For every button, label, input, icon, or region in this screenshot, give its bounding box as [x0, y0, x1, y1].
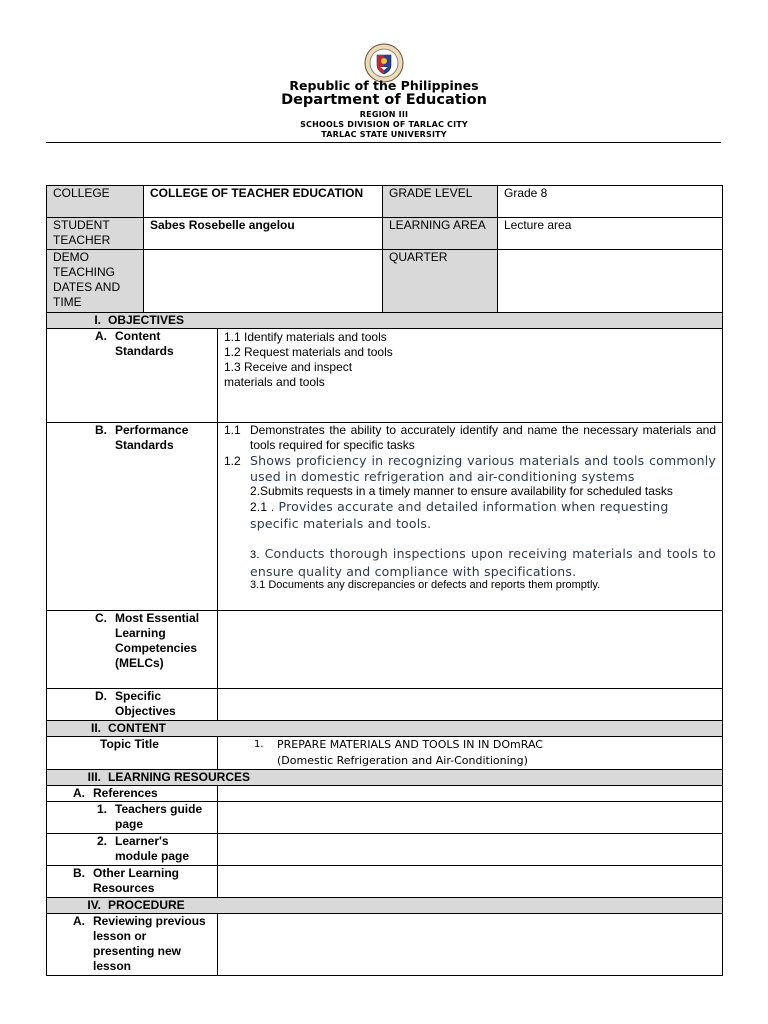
- learning-area-value: Lecture area: [498, 218, 723, 250]
- region-heading: REGION III: [359, 110, 409, 119]
- content-standard-item: 1.1 Identify materials and tools: [224, 330, 387, 344]
- procedure-number: IV.: [87, 898, 101, 912]
- topic-number: 1.: [254, 739, 264, 750]
- student-row: [47, 218, 723, 250]
- learners-module-label: Learner's module page: [115, 834, 190, 863]
- perf-item-text: 3.1 Documents any discrepancies or defects and reports them promptly.: [250, 579, 601, 591]
- other-resources-label: Other Learning Resources: [93, 866, 180, 895]
- performance-standards-label: Performance Standards: [115, 423, 189, 452]
- perf-item-text: Conducts thorough inspections upon receiving materials and tools to ensure quality and compliance with specifications.: [250, 546, 716, 579]
- other-resources-letter: B.: [73, 866, 85, 880]
- melcs-letter: C.: [95, 611, 107, 625]
- learners-module-row: [47, 834, 723, 866]
- topic-title-row: [47, 737, 723, 770]
- college-label: COLLEGE: [47, 186, 144, 218]
- college-row: [47, 186, 723, 218]
- reviewing-lesson-label: Reviewing previous lesson or presenting new lesson: [93, 914, 206, 973]
- university-heading: TARLAC STATE UNIVERSITY: [321, 130, 447, 139]
- republic-heading: Republic of the Philippines: [289, 78, 479, 93]
- procedure-title: PROCEDURE: [108, 898, 185, 912]
- perf-item-text: Provides accurate and detailed information when requesting specific materials and tools.: [250, 499, 669, 531]
- content-standards-label: Content Standards: [115, 329, 174, 358]
- quarter-label: QUARTER: [383, 250, 498, 313]
- resources-section-header: [47, 770, 723, 786]
- learners-module-number: 2.: [96, 834, 107, 848]
- other-resources-row: [47, 866, 723, 898]
- perf-spacer: [224, 531, 716, 546]
- topic-title-line: (Domestic Refrigeration and Air-Conditioning): [277, 754, 528, 767]
- topic-title-label: Topic Title: [47, 737, 218, 770]
- grade-level-label: GRADE LEVEL: [383, 186, 498, 218]
- resources-title: LEARNING RESOURCES: [108, 770, 251, 784]
- content-standards-letter: A.: [95, 329, 107, 343]
- perf-item-number: 3.: [250, 549, 260, 561]
- perf-item-text: Shows proficiency in recognizing various materials and tools commonly used in domestic refrigeration and air-conditioning systems: [250, 453, 716, 484]
- teachers-guide-row: [47, 802, 723, 834]
- perf-item-number: 1.2: [224, 454, 241, 468]
- quarter-value: [498, 250, 723, 313]
- content-number: II.: [90, 721, 101, 735]
- teachers-guide-label: Teachers guide page: [115, 802, 203, 831]
- perf-item-text: Demonstrates the ability to accurately identify and name the necessary materials and tools required for specific tasks: [250, 423, 716, 452]
- student-teacher-label: STUDENT TEACHER: [47, 218, 144, 250]
- specific-objectives-letter: D.: [95, 689, 107, 703]
- grade-level-value: Grade 8: [498, 186, 723, 218]
- performance-standards-letter: B.: [95, 423, 107, 437]
- performance-standards-row: [47, 423, 723, 611]
- reviewing-lesson-letter: A.: [73, 914, 85, 928]
- resources-number: III.: [87, 770, 101, 784]
- specific-objectives-value: [218, 689, 723, 721]
- references-row: [47, 786, 723, 802]
- learning-area-label: LEARNING AREA: [383, 218, 498, 250]
- references-label: References: [93, 786, 158, 800]
- department-heading: Department of Education: [281, 92, 487, 108]
- teachers-guide-number: 1.: [96, 802, 107, 816]
- melcs-label: Most Essential Learning Competencies (MELCs): [115, 611, 200, 670]
- melcs-value: [218, 611, 723, 689]
- demo-dates-label: DEMO TEACHING DATES AND TIME: [47, 250, 144, 313]
- objectives-number: I.: [94, 313, 101, 327]
- reviewing-lesson-row: [47, 914, 723, 976]
- lesson-plan-table: [46, 185, 723, 976]
- procedure-section-header: [47, 898, 723, 914]
- references-letter: A.: [73, 786, 85, 800]
- student-teacher-value: Sabes Rosebelle angelou: [144, 218, 383, 250]
- college-value: COLLEGE OF TEACHER EDUCATION: [144, 186, 383, 218]
- content-standard-item: 1.3 Receive and inspect materials and tools: [224, 360, 353, 389]
- demo-row: [47, 250, 723, 313]
- perf-item-number: 1.1: [224, 423, 241, 437]
- content-section-header: [47, 721, 723, 737]
- objectives-section-header: [47, 313, 723, 329]
- objectives-title: OBJECTIVES: [108, 313, 185, 327]
- content-standards-row: [47, 329, 723, 423]
- division-heading: SCHOOLS DIVISION OF TARLAC CITY: [300, 120, 468, 129]
- deped-seal-logo: [364, 43, 404, 83]
- topic-title-line: PREPARE MATERIALS AND TOOLS IN IN DOmRAC: [277, 738, 543, 751]
- demo-dates-value: [144, 250, 383, 313]
- specific-objectives-label: Specific Objectives: [115, 689, 176, 718]
- header-divider: [46, 142, 721, 143]
- content-standard-item: 1.2 Request materials and tools: [224, 345, 393, 359]
- specific-objectives-row: [47, 689, 723, 721]
- content-title: CONTENT: [108, 721, 166, 735]
- perf-item-text: 2.Submits requests in a timely manner to ensure availability for scheduled tasks: [250, 484, 673, 498]
- perf-item-number: 2.1 .: [250, 500, 275, 514]
- melcs-row: [47, 611, 723, 689]
